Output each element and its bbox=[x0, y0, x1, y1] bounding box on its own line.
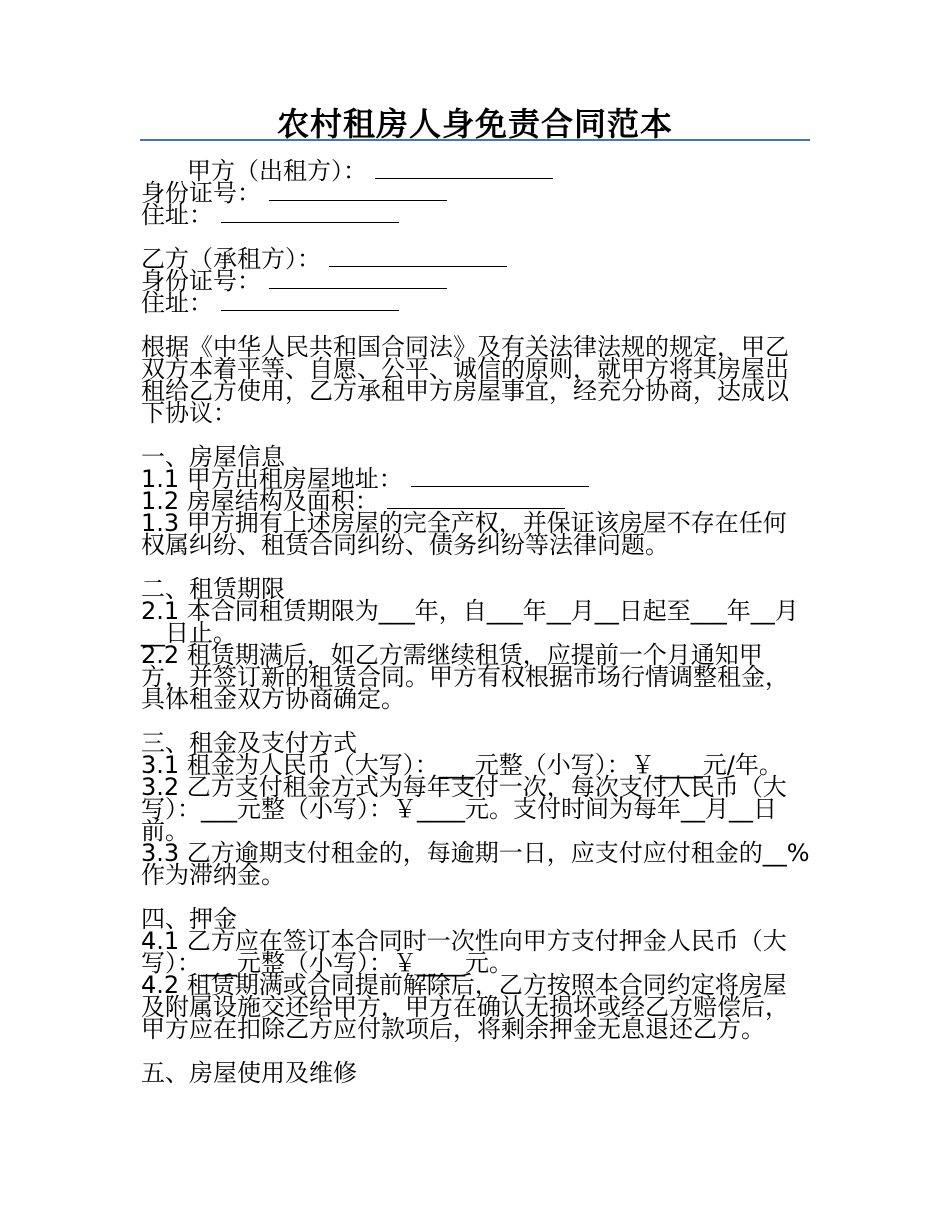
clause-3-2: 3.2 乙方支付租金方式为每年支付一次，每次支付人民币（大写）：___元整（小写）：￥____元。支付时间为每年__月__日前。 bbox=[141, 773, 787, 845]
party-a-address-label: 住址： bbox=[141, 201, 213, 229]
clause-2-1: 2.1 本合同租赁期限为___年，自___年__月__日起至___年__月__日止。 bbox=[141, 597, 799, 647]
clause-3-1: 3.1 租金为人民币（大写）：___元整（小写）：￥____元/年。 bbox=[141, 751, 783, 779]
party-b-address-label: 住址： bbox=[141, 289, 213, 317]
party-a-address-line bbox=[141, 201, 810, 229]
title-underline bbox=[140, 139, 810, 141]
section-heading: 二、租赁期限 bbox=[141, 575, 285, 603]
party-b-address-line bbox=[141, 289, 810, 317]
party-a-id-label: 身份证号： bbox=[141, 179, 261, 207]
section-heading: 四、押金 bbox=[141, 905, 237, 933]
clause-2-2: 2.2 租赁期满后，如乙方需继续租赁，应提前一个月通知甲方，并签订新的租赁合同。甲方有权根据市场行情调整租金，具体租金双方协商确定。 bbox=[141, 641, 789, 713]
address-blank bbox=[411, 468, 589, 487]
party-a-id-line bbox=[141, 179, 810, 207]
party-b-address-blank bbox=[221, 292, 399, 311]
party-b-label: 乙方（承租方）： bbox=[141, 245, 321, 273]
clause-3-3: 3.3 乙方逾期支付租金的，每逾期一日，应支付应付租金的__%作为滞纳金。 bbox=[141, 839, 810, 889]
party-a-address-blank bbox=[221, 204, 399, 223]
preamble-paragraph: 根据《中华人民共和国合同法》及有关法律法规的规定，甲乙双方本着平等、自愿、公平、诚信的原则，就甲方将其房屋出租给乙方使用，乙方承租甲方房屋事宜，经充分协商，达成以下协议： bbox=[141, 333, 789, 427]
document-body bbox=[141, 157, 810, 1087]
party-a-label: 甲方（出租方）： bbox=[187, 157, 367, 185]
clause-text: 1.1 甲方出租房屋地址： bbox=[141, 465, 403, 493]
party-b-id-label: 身份证号： bbox=[141, 267, 261, 295]
party-b-id-line bbox=[141, 267, 810, 295]
section-heading: 一、房屋信息 bbox=[141, 443, 285, 471]
document-title: 农村租房人身免责合同范本 bbox=[276, 105, 673, 143]
clause-4-1: 4.1 乙方应在签订本合同时一次性向甲方支付押金人民币（大写）：___元整（小写）：￥____元。 bbox=[141, 927, 787, 977]
area-blank bbox=[387, 490, 565, 509]
clause-1-3: 1.3 甲方拥有上述房屋的完全产权，并保证该房屋不存在任何权属纠纷、租赁合同纠纷、债务纠纷等法律问题。 bbox=[141, 509, 787, 559]
section-heading: 三、租金及支付方式 bbox=[141, 729, 357, 757]
section-heading: 五、房屋使用及维修 bbox=[141, 1059, 357, 1087]
clause-text: 1.2 房屋结构及面积： bbox=[141, 487, 379, 515]
party-b-blank bbox=[329, 248, 507, 267]
clause-4-2: 4.2 租赁期满或合同提前解除后，乙方按照本合同约定将房屋及附属设施交还给甲方，甲方在确认无损坏或经乙方赔偿后，甲方应在扣除乙方应付款项后，将剩余押金无息退还乙方。 bbox=[141, 971, 789, 1043]
party-a-id-blank bbox=[269, 182, 447, 201]
party-b-id-blank bbox=[269, 270, 447, 289]
party-a-blank bbox=[375, 160, 553, 179]
